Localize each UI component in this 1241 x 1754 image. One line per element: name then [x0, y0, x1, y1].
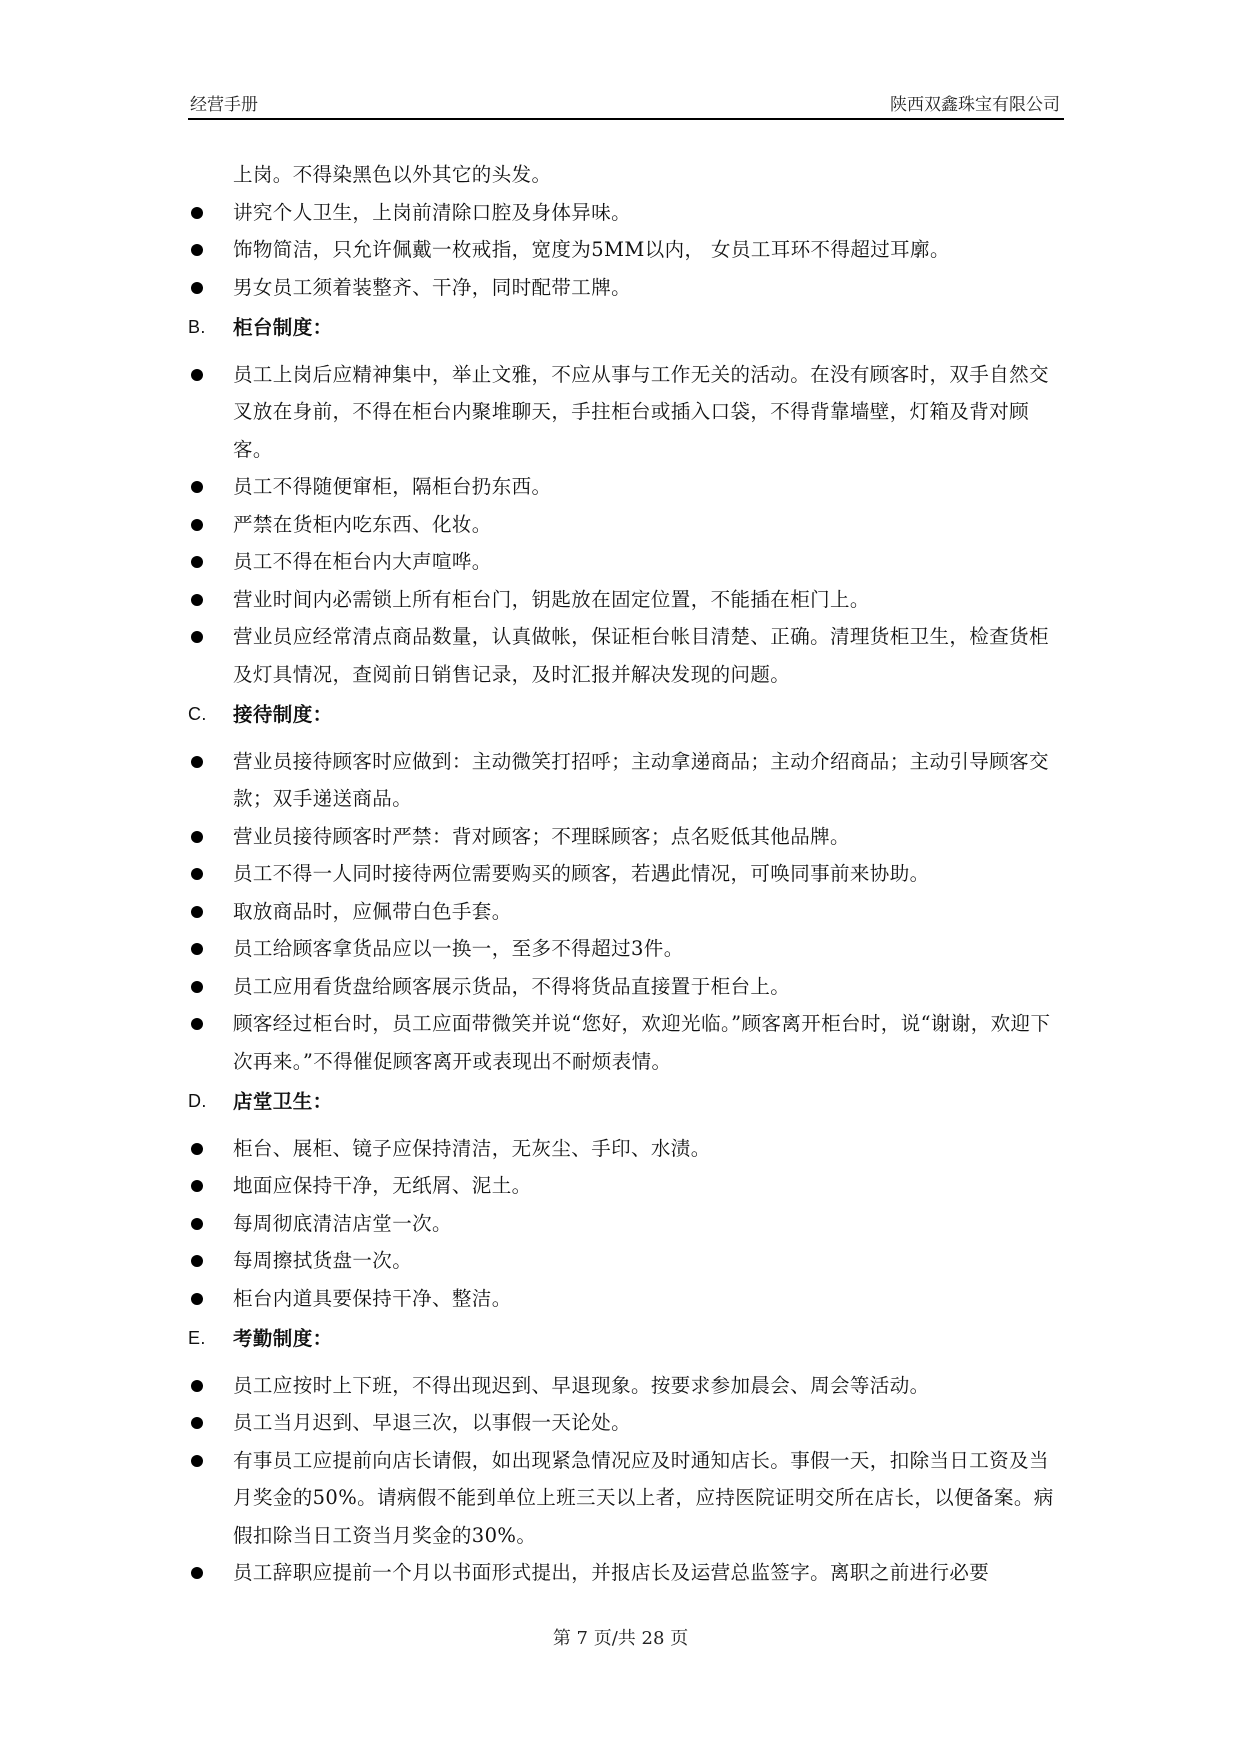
bullet-text: 员工给顾客拿货品应以一换一，至多不得超过3件。 [233, 937, 684, 960]
bullet-text: 营业员应经常清点商品数量，认真做帐，保证柜台帐目清楚、正确。清理货柜卫生，检查货柜及灯具情况，查阅前日销售记录，及时汇报并解决发现的问题。 [233, 625, 1049, 686]
bullet-dot-icon [191, 831, 203, 843]
section-title: 店堂卫生： [233, 1090, 333, 1113]
bullet-item [188, 269, 1064, 307]
bullet-text: 取放商品时，应佩带白色手套。 [233, 899, 512, 923]
bullet-item [188, 743, 1064, 818]
footer-prefix: 第 [552, 1628, 571, 1649]
bullet-dot-icon [191, 556, 203, 568]
header-company: 陕西双鑫珠宝有限公司 [890, 95, 1060, 115]
page-footer [0, 1624, 1241, 1650]
bullet-text: 柜台内道具要保持干净、整洁。 [233, 1286, 512, 1310]
bullet-item [188, 1280, 1064, 1318]
bullet-text: 员工不得在柜台内大声喧哗。 [233, 550, 492, 573]
bullet-item [188, 1205, 1064, 1243]
bullet-dot-icon [191, 519, 203, 531]
bullet-dot-icon [191, 1255, 203, 1267]
bullet-item [188, 1005, 1064, 1080]
bullet-dot-icon [191, 906, 203, 918]
bullet-item [188, 1404, 1064, 1442]
bullet-dot-icon [191, 481, 203, 493]
bullet-item [188, 893, 1064, 931]
section-letter: B. [188, 317, 206, 337]
bullet-text: 员工应按时上下班，不得出现迟到、早退现象。按要求参加晨会、周会等活动。 [233, 1373, 930, 1397]
footer-current-page: 7 [576, 1628, 588, 1649]
bullet-text: 营业时间内必需锁上所有柜台门，钥匙放在固定位置，不能插在柜门上。 [233, 587, 870, 611]
bullet-item [188, 1242, 1064, 1280]
bullet-dot-icon [191, 1455, 203, 1467]
bullet-text: 每周彻底清洁店堂一次。 [233, 1211, 452, 1235]
bullet-dot-icon [191, 1180, 203, 1192]
bullet-dot-icon [191, 1417, 203, 1429]
bullet-text: 每周擦拭货盘一次。 [233, 1249, 413, 1272]
bullet-item [188, 1554, 1064, 1592]
bullet-text: 柜台、展柜、镜子应保持清洁，无灰尘、手印、水渍。 [233, 1136, 711, 1160]
header-title: 经营手册 [190, 95, 258, 115]
section-block [188, 696, 1064, 1080]
bullet-dot-icon [191, 631, 203, 643]
bullet-dot-icon [191, 981, 203, 993]
bullet-dot-icon [191, 1018, 203, 1030]
section-title: 接待制度： [233, 703, 333, 726]
section-title: 柜台制度： [233, 316, 333, 339]
bullet-dot-icon [191, 1143, 203, 1155]
page-header [188, 88, 1064, 120]
footer-middle: 页/共 [593, 1628, 636, 1649]
bullet-dot-icon [191, 756, 203, 768]
bullet-item [188, 1130, 1064, 1168]
bullet-dot-icon [191, 1567, 203, 1579]
document-body [188, 156, 1064, 1592]
section-title: 考勤制度： [233, 1327, 333, 1350]
bullet-item [188, 930, 1064, 968]
bullet-text: 员工上岗后应精神集中，举止文雅，不应从事与工作无关的活动。在没有顾客时，双手自然交叉放在身前，不得在柜台内聚堆聊天，手拄柜台或插入口袋，不得背靠墙壁，灯箱及背对顾客。 [233, 362, 1049, 461]
bullet-text: 营业员接待顾客时严禁：背对顾客；不理睬顾客；点名贬低其他品牌。 [233, 824, 850, 848]
section-letter: C. [188, 704, 207, 724]
bullet-item [188, 855, 1064, 893]
bullet-text: 严禁在货柜内吃东西、化妆。 [233, 512, 492, 536]
bullet-dot-icon [191, 369, 203, 381]
bullet-item [188, 818, 1064, 856]
bullet-item [188, 1442, 1064, 1555]
bullet-text: 员工不得一人同时接待两位需要购买的顾客，若遇此情况，可唤同事前来协助。 [233, 862, 930, 885]
bullet-dot-icon [191, 868, 203, 880]
bullet-item [188, 231, 1064, 269]
bullet-item [188, 543, 1064, 581]
bullet-text: 顾客经过柜台时，员工应面带微笑并说“您好，欢迎光临。”顾客离开柜台时，说“谢谢，欢迎下次再来。”不得催促顾客离开或表现出不耐烦表情。 [233, 1012, 1051, 1073]
bullet-item [188, 1367, 1064, 1405]
bullet-text: 有事员工应提前向店长请假，如出现紧急情况应及时通知店长。事假一天，扣除当日工资及当月奖金的50%。请病假不能到单位上班三天以上者，应持医院证明交所在店长，以便备案。病假扣除当日工资当月奖金的30%。 [233, 1448, 1054, 1547]
bullet-text: 员工应用看货盘给顾客展示货品，不得将货品直接置于柜台上。 [233, 974, 791, 998]
section-block [188, 1320, 1064, 1592]
section-letter: D. [188, 1091, 207, 1111]
bullet-text: 讲究个人卫生，上岗前清除口腔及身体异味。 [233, 200, 632, 224]
bullet-text: 男女员工须着装整齐、干净，同时配带工牌。 [233, 275, 632, 299]
bullet-dot-icon [191, 943, 203, 955]
bullet-text: 员工不得随便窜柜，隔柜台扔东西。 [233, 475, 552, 498]
bullet-item [188, 468, 1064, 506]
section-block [188, 1083, 1064, 1317]
bullet-dot-icon [191, 207, 203, 219]
bullet-item [188, 581, 1064, 619]
section-heading [188, 696, 1064, 734]
bullet-dot-icon [191, 1380, 203, 1392]
section-block [188, 309, 1064, 693]
bullet-item [188, 618, 1064, 693]
bullet-text: 饰物简洁，只允许佩戴一枚戒指，宽度为5MM以内， 女员工耳环不得超过耳廓。 [233, 238, 950, 261]
bullet-item [188, 356, 1064, 469]
bullet-item [188, 194, 1064, 232]
section-heading [188, 1083, 1064, 1121]
bullet-dot-icon [191, 244, 203, 256]
bullet-text: 员工当月迟到、早退三次，以事假一天论处。 [233, 1411, 632, 1434]
section-list [188, 309, 1064, 1592]
section-letter: E. [188, 1328, 206, 1348]
bullet-dot-icon [191, 1218, 203, 1230]
bullet-dot-icon [191, 594, 203, 606]
bullet-item [188, 506, 1064, 544]
bullet-text: 营业员接待顾客时应做到：主动微笑打招呼；主动拿递商品；主动介绍商品；主动引导顾客交款；双手递送商品。 [233, 749, 1049, 810]
bullet-dot-icon [191, 1293, 203, 1305]
section-heading [188, 309, 1064, 347]
continuation-text: 上岗。不得染黑色以外其它的头发。 [233, 163, 552, 186]
intro-bullet-list [188, 194, 1064, 307]
bullet-item [188, 1167, 1064, 1205]
bullet-text: 地面应保持干净，无纸屑、泥土。 [233, 1174, 532, 1197]
bullet-dot-icon [191, 282, 203, 294]
section-heading [188, 1320, 1064, 1358]
bullet-text: 员工辞职应提前一个月以书面形式提出，并报店长及运营总监签字。离职之前进行必要 [233, 1561, 990, 1584]
bullet-item [188, 968, 1064, 1006]
footer-suffix: 页 [670, 1628, 689, 1649]
footer-total-pages: 28 [641, 1628, 665, 1649]
